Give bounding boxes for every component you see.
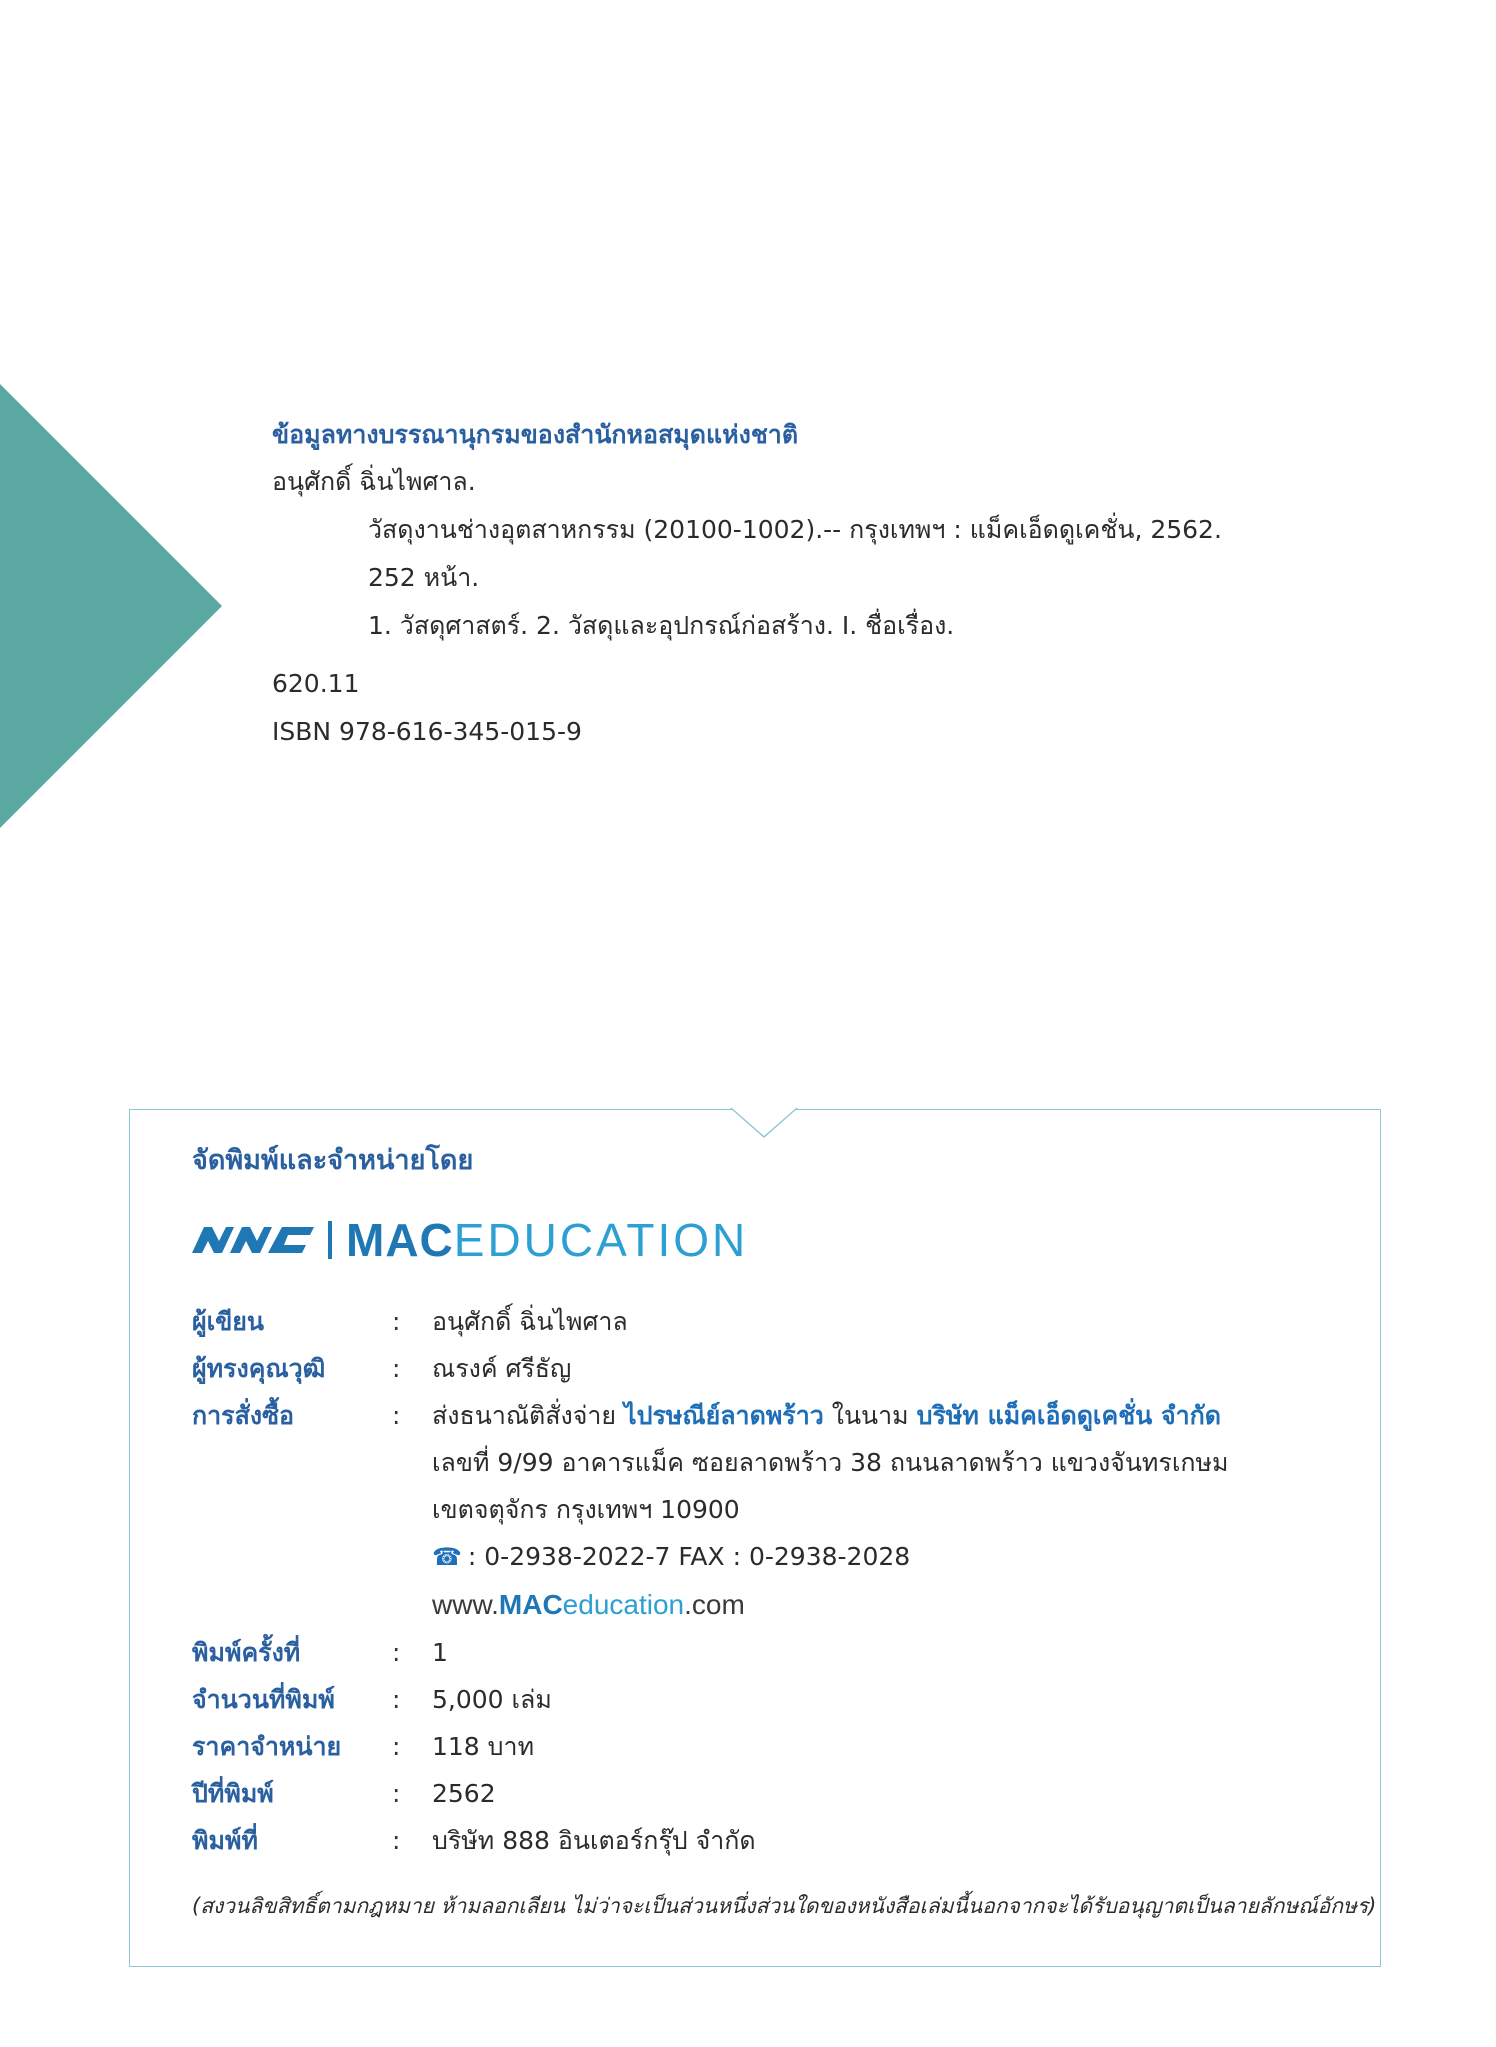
order-mid-text: ในนาม bbox=[823, 1401, 917, 1430]
label-author: ผู้เขียน bbox=[192, 1307, 265, 1336]
order-phone: : 0-2938-2022-7 FAX : 0-2938-2028 bbox=[467, 1542, 911, 1571]
website-suffix: .com bbox=[684, 1589, 745, 1620]
colon: : bbox=[392, 1638, 401, 1667]
cip-isbn: ISBN 978-616-345-015-9 bbox=[272, 717, 582, 746]
website-mac: MAC bbox=[498, 1589, 563, 1620]
cip-title-line: วัสดุงานช่างอุตสาหกรรม (20100-1002).-- กรุงเทพฯ : แม็คเอ็ดดูเคชั่น, 2562. bbox=[368, 515, 1222, 544]
mac-logo-mark bbox=[192, 1223, 320, 1257]
website-prefix: www. bbox=[432, 1589, 499, 1620]
value-year: 2562 bbox=[432, 1779, 496, 1808]
value-printer: บริษัท 888 อินเตอร์กรุ๊ป จำกัด bbox=[432, 1826, 756, 1855]
row-copies bbox=[192, 1676, 1352, 1723]
order-address-line2: เขตจตุจักร กรุงเทพฯ 10900 bbox=[432, 1495, 740, 1524]
order-company: บริษัท แม็คเอ็ดดูเคชั่น จำกัด bbox=[916, 1401, 1222, 1430]
row-order bbox=[192, 1392, 1352, 1629]
label-printer: พิมพ์ที่ bbox=[192, 1826, 258, 1855]
label-year: ปีที่พิมพ์ bbox=[192, 1779, 274, 1808]
row-year bbox=[192, 1770, 1352, 1817]
colon: : bbox=[392, 1401, 401, 1430]
phone-icon: ☎ bbox=[432, 1543, 462, 1571]
order-phone-line bbox=[432, 1533, 1352, 1581]
order-website[interactable] bbox=[432, 1581, 1352, 1629]
cip-subjects: 1. วัสดุศาสตร์. 2. วัสดุและอุปกรณ์ก่อสร้าง. I. ชื่อเรื่อง. bbox=[368, 611, 955, 640]
colon: : bbox=[392, 1354, 401, 1383]
row-price bbox=[192, 1723, 1352, 1770]
label-copies: จำนวนที่พิมพ์ bbox=[192, 1685, 335, 1714]
order-post-office: ไปรษณีย์ลาดพร้าว bbox=[624, 1401, 824, 1430]
publisher-info-box bbox=[129, 1109, 1381, 1967]
copyright-notice: (สงวนลิขสิทธิ์ตามกฎหมาย ห้ามลอกเลียน ไม่ว่าจะเป็นส่วนหนึ่งส่วนใดของหนังสือเล่มนี้นอกจากจะได้รับอนุญาตเป็นลายลักษณ์อักษร) bbox=[192, 1894, 1377, 1918]
colon: : bbox=[392, 1779, 401, 1808]
publisher-details bbox=[192, 1298, 1352, 1864]
cip-author: อนุศักดิ์ ฉิ่นไพศาล. bbox=[272, 467, 476, 496]
row-edition bbox=[192, 1629, 1352, 1676]
website-education: education bbox=[562, 1589, 685, 1620]
cip-heading: ข้อมูลทางบรรณานุกรมของสำนักหอสมุดแห่งชาติ bbox=[272, 420, 799, 449]
publisher-box-title: จัดพิมพ์และจำหน่ายโดย bbox=[192, 1145, 474, 1176]
cip-pages: 252 หน้า. bbox=[368, 563, 480, 592]
logo-text-mac: MAC bbox=[346, 1214, 454, 1266]
value-copies: 5,000 เล่ม bbox=[432, 1685, 552, 1714]
row-printer bbox=[192, 1817, 1352, 1864]
logo-text-education: EDUCATION bbox=[453, 1214, 749, 1266]
colon: : bbox=[392, 1732, 401, 1761]
row-author bbox=[192, 1298, 1352, 1345]
cip-class-number: 620.11 bbox=[272, 669, 360, 698]
colon: : bbox=[392, 1826, 401, 1855]
label-price: ราคาจำหน่าย bbox=[192, 1732, 342, 1761]
value-edition: 1 bbox=[432, 1638, 448, 1667]
cataloging-in-publication bbox=[272, 412, 1372, 756]
logo-divider bbox=[328, 1221, 332, 1259]
order-address-line1: เลขที่ 9/99 อาคารแม็ค ซอยลาดพร้าว 38 ถนนลาดพร้าว แขวงจันทรเกษม bbox=[432, 1448, 1229, 1477]
decorative-teal-triangle bbox=[0, 384, 222, 828]
value-order-line bbox=[432, 1392, 1352, 1439]
label-reviewer: ผู้ทรงคุณวุฒิ bbox=[192, 1354, 326, 1383]
row-reviewer bbox=[192, 1345, 1352, 1392]
label-edition: พิมพ์ครั้งที่ bbox=[192, 1638, 301, 1667]
value-reviewer: ณรงค์ ศรีธัญ bbox=[432, 1354, 572, 1383]
colon: : bbox=[392, 1685, 401, 1714]
label-order: การสั่งซื้อ bbox=[192, 1401, 295, 1430]
mac-education-logo bbox=[192, 1210, 748, 1270]
colon: : bbox=[392, 1307, 401, 1336]
value-author: อนุศักดิ์ ฉิ่นไพศาล bbox=[432, 1307, 628, 1336]
value-price: 118 บาท bbox=[432, 1732, 535, 1761]
order-pre-text: ส่งธนาณัติสั่งจ่าย bbox=[432, 1401, 625, 1430]
